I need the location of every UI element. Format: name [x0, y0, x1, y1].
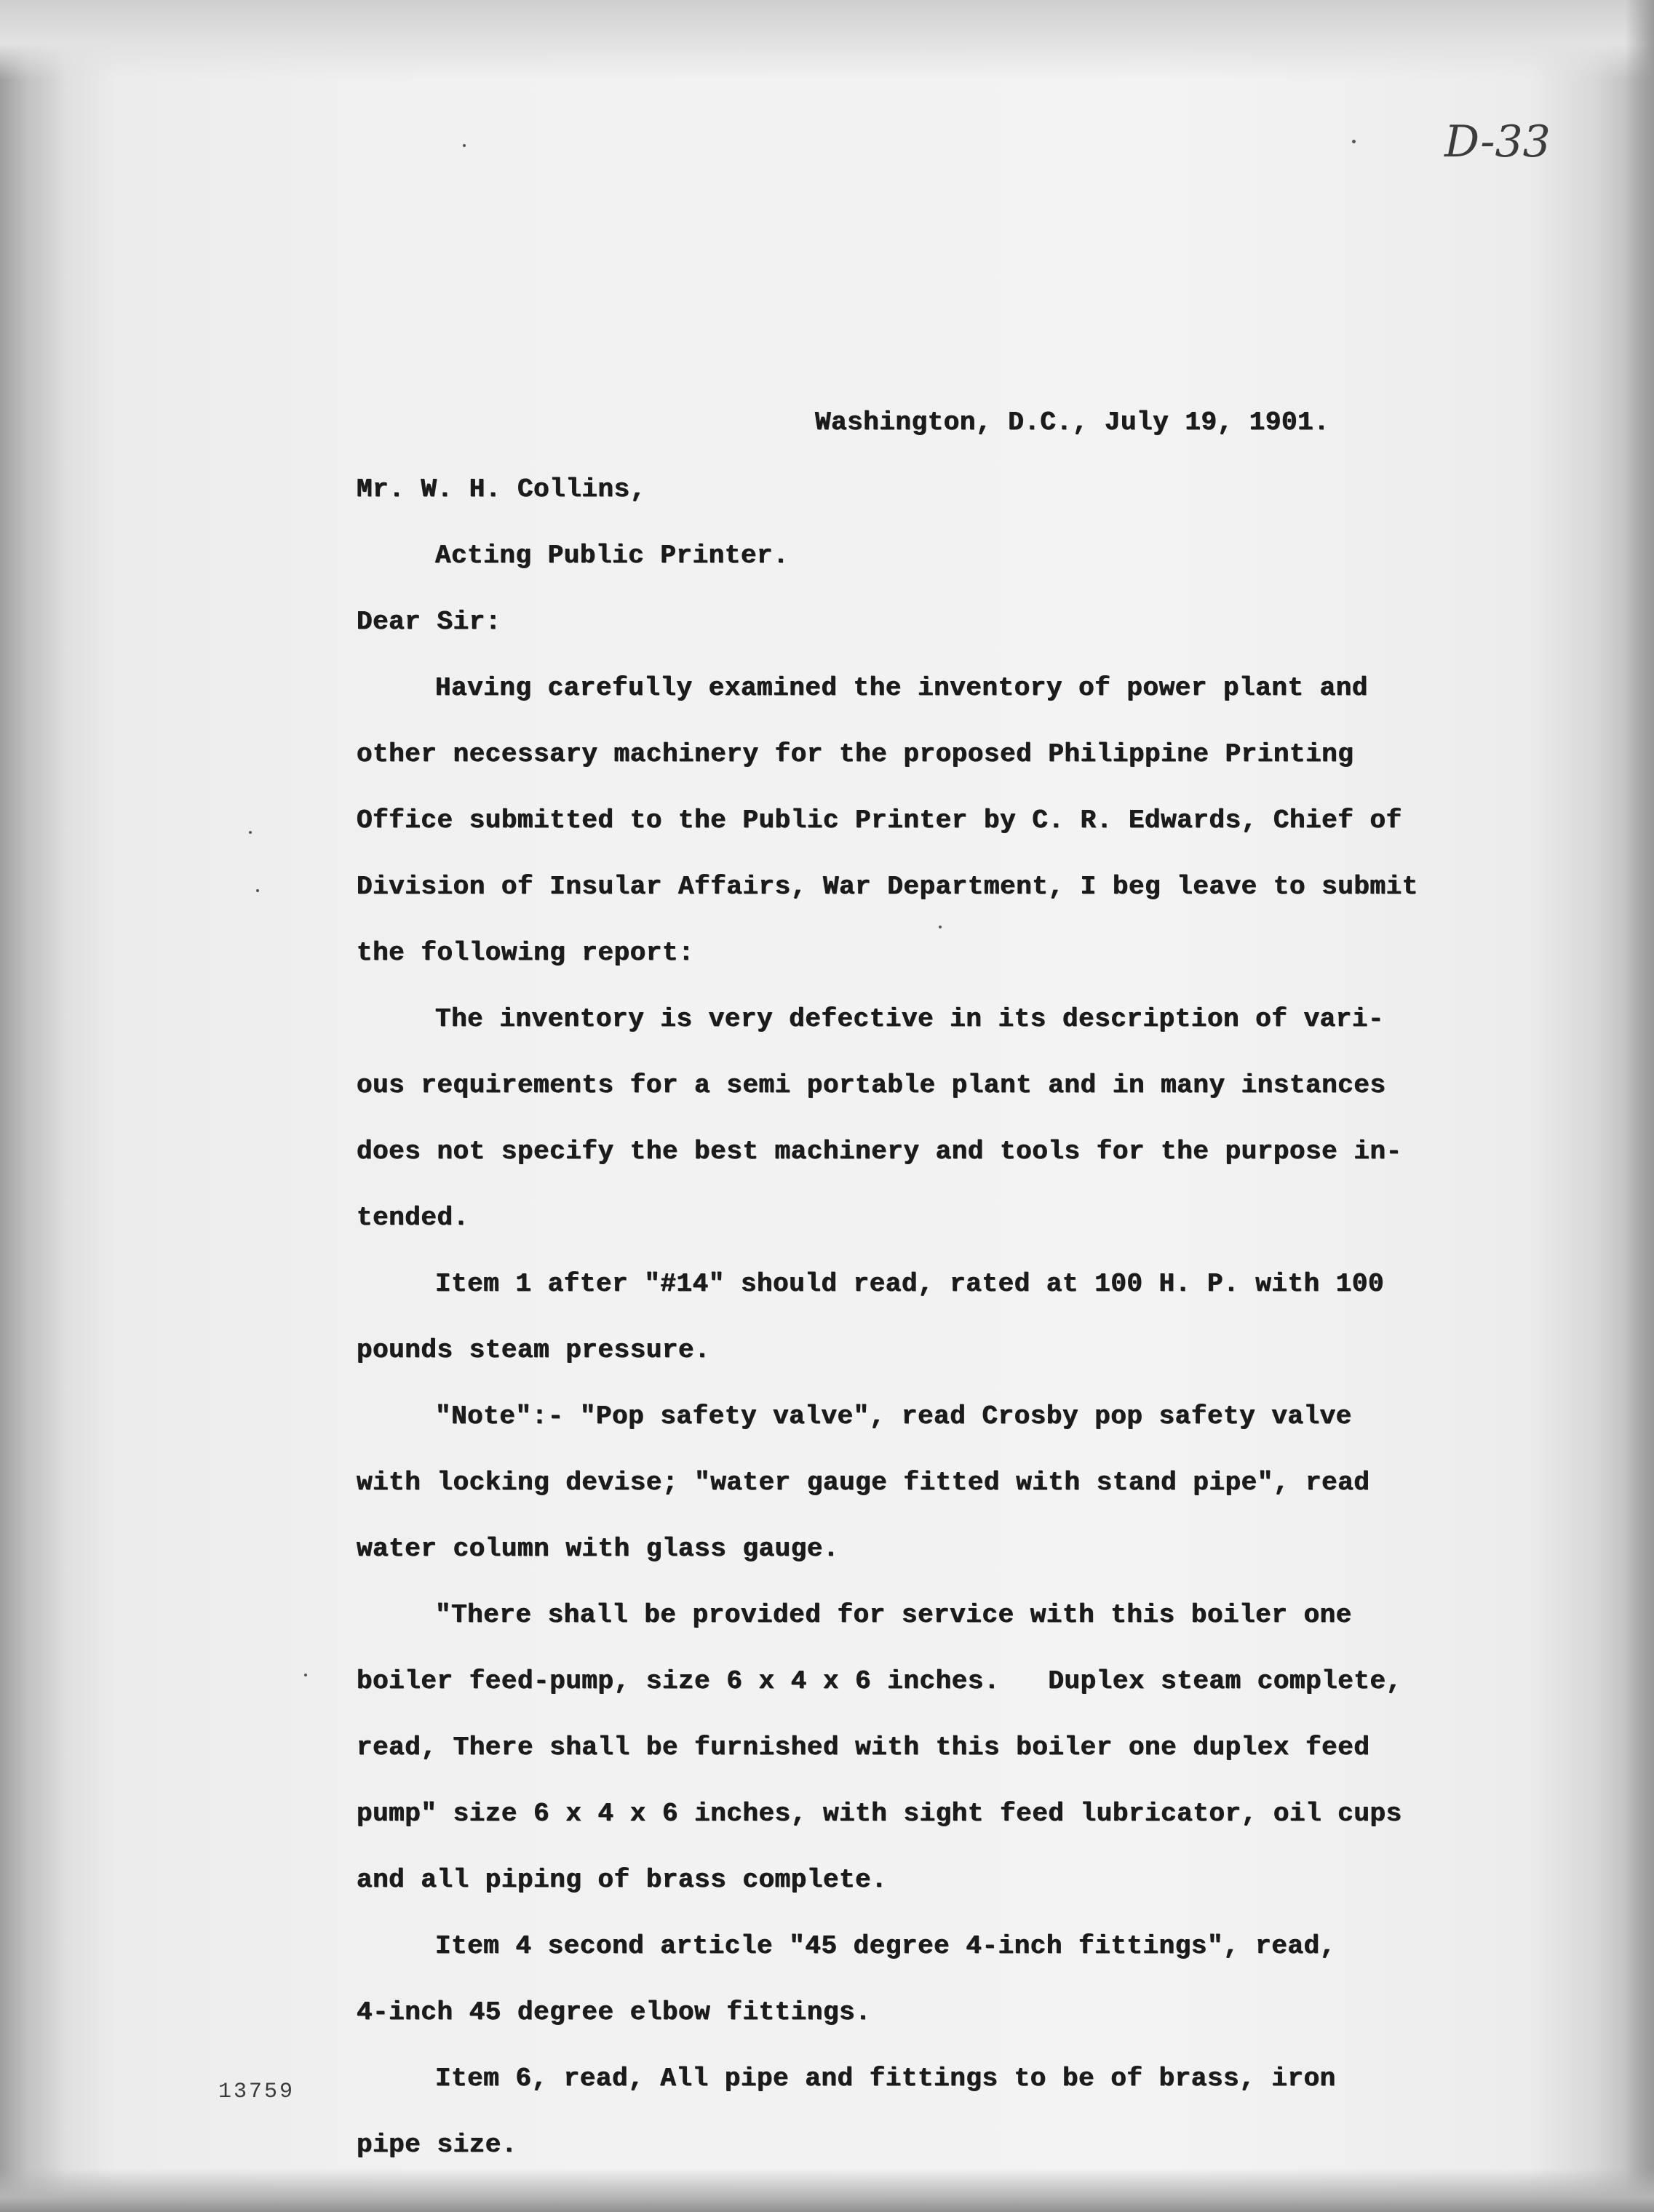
body-line: ous requirements for a semi portable plant and in many instances — [357, 1070, 1386, 1100]
body-line: "Note":- "Pop safety valve", read Crosby pop safety valve — [435, 1401, 1352, 1431]
body-line: the following report: — [357, 938, 695, 968]
body-line: Office submitted to the Public Printer by C. R. Edwards, Chief of — [357, 805, 1402, 835]
scan-speck — [1352, 140, 1356, 143]
body-line: tended. — [357, 1203, 469, 1233]
scan-top-shading — [0, 0, 1654, 80]
body-line: pump" size 6 x 4 x 6 inches, with sight feed lubricator, oil cups — [357, 1799, 1402, 1829]
scan-left-edge — [0, 0, 65, 2212]
scan-speck — [249, 831, 252, 834]
body-line: 4-inch 45 degree elbow fittings. — [357, 1997, 872, 2027]
page-stamp-number: 13759 — [218, 2080, 295, 2104]
scan-bottom-edge — [0, 2168, 1654, 2212]
body-line: "There shall be provided for service with this boiler one — [435, 1600, 1352, 1630]
body-line: pounds steam pressure. — [357, 1335, 711, 1365]
salutation: Dear Sir: — [357, 607, 501, 637]
body-line: pipe size. — [357, 2130, 518, 2160]
body-line: Having carefully examined the inventory of power plant and — [435, 673, 1369, 703]
date-line: Washington, D.C., July 19, 1901. — [815, 407, 1330, 437]
scan-speck — [256, 889, 259, 892]
body-line: other necessary machinery for the proposed Philippine Printing — [357, 739, 1354, 769]
file-mark: D-33 — [1444, 116, 1551, 167]
body-line: does not specify the best machinery and tools for the purpose in- — [357, 1137, 1402, 1166]
scan-speck — [463, 144, 466, 147]
body-line: read, There shall be furnished with this boiler one duplex feed — [357, 1732, 1370, 1762]
body-line: and all piping of brass complete. — [357, 1865, 888, 1895]
scan-speck — [304, 1674, 307, 1676]
body-line: with locking devise; "water gauge fitted with stand pipe", read — [357, 1468, 1370, 1497]
recipient-name: Mr. W. H. Collins, — [357, 474, 646, 504]
scan-right-edge — [1625, 0, 1654, 2212]
body-line: boiler feed-pump, size 6 x 4 x 6 inches. Duplex steam complete, — [357, 1666, 1402, 1696]
body-line: Item 1 after "#14" should read, rated at 100 H. P. with 100 — [435, 1269, 1385, 1299]
body-line: water column with glass gauge. — [357, 1534, 840, 1564]
recipient-title: Acting Public Printer. — [435, 541, 790, 570]
body-line: Item 6, read, All pipe and fittings to be of brass, iron — [435, 2064, 1336, 2093]
scan-speck — [939, 926, 942, 928]
body-line: Item 4 second article "45 degree 4-inch fittings", read, — [435, 1931, 1336, 1961]
body-line: Division of Insular Affairs, War Department, I beg leave to submit — [357, 872, 1418, 902]
body-line: The inventory is very defective in its description of vari- — [435, 1004, 1385, 1034]
